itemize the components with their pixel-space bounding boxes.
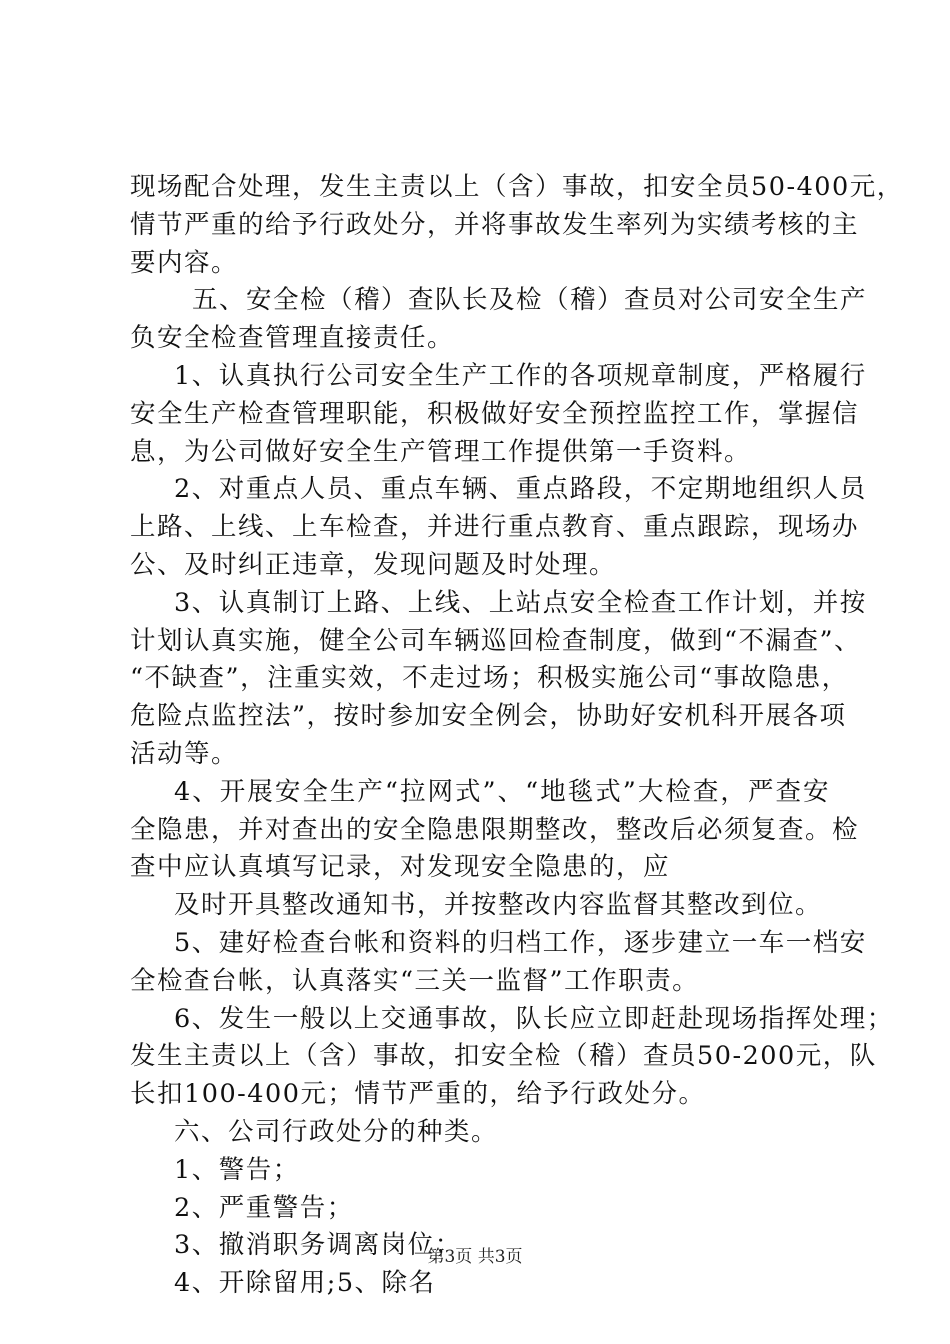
list-item-line: 2、对重点人员、重点车辆、重点路段，不定期地组织人员 [174,474,867,505]
list-item-line: 4、开展安全生产“拉网式”、“地毯式”大检查，严查安 [174,776,830,807]
page-number-footer: 第3页 共3页 [427,1247,523,1267]
list-item-line: 6、发生一般以上交通事故，队长应立即赶赴现场指挥处理； [174,1003,894,1034]
text-line: 发生主责以上（含）事故，扣安全检（稽）查员50-200元，队 [130,1041,877,1072]
text-line: 息，为公司做好安全生产管理工作提供第一手资料。 [130,436,752,467]
text-line: 长扣100-400元；情节严重的，给予行政处分。 [130,1079,706,1110]
text-line: 全隐患，并对查出的安全隐患限期整改，整改后必须复查。检 [130,814,860,845]
text-line: 安全生产检查管理职能，积极做好安全预控监控工作，掌握信 [130,398,860,429]
text-line: 及时开具整改通知书，并按整改内容监督其整改到位。 [174,890,823,921]
list-item-line: 5、建好检查台帐和资料的归档工作，逐步建立一车一档安 [174,927,867,958]
text-line: 全检查台帐，认真落实“三关一监督”工作职责。 [130,965,700,996]
text-line: 危险点监控法”，按时参加安全例会，协助好安机科开展各项 [130,701,847,732]
text-line: 现场配合处理，发生主责以上（含）事故，扣安全员50-400元， [130,172,904,202]
text-line: 公、及时纠正违章，发现问题及时处理。 [130,549,617,580]
list-item-line: 1、警告； [174,1154,300,1185]
list-item-line: 3、认真制订上路、上线、上站点安全检查工作计划，并按 [174,587,867,618]
text-line: 负安全检查管理直接责任。 [130,323,455,354]
list-item-line: 1、认真执行公司安全生产工作的各项规章制度，严格履行 [174,360,867,391]
text-line: “不缺查”，注重实效，不走过场；积极实施公司“事故隐患， [130,663,849,694]
section-heading-line: 六、公司行政处分的种类。 [174,1116,499,1147]
text-line: 计划认真实施，健全公司车辆巡回检查制度，做到“不漏查”、 [130,625,862,656]
text-line: 查中应认真填写记录，对发现安全隐患的，应 [130,852,671,883]
text-line: 上路、上线、上车检查，并进行重点教育、重点跟踪，现场办 [130,512,860,543]
document-body [130,169,904,1303]
list-item-line: 3、撤消职务调离岗位； [174,1230,462,1261]
text-line: 要内容。 [130,247,239,278]
section-heading-line: 五、安全检（稽）查队长及检（稽）查员对公司安全生产 [192,285,868,316]
list-item-line: 2、严重警告； [174,1192,354,1223]
list-item-line: 4、开除留用;5、除名 [174,1268,436,1299]
text-line: 情节严重的给予行政处分，并将事故发生率列为实绩考核的主 [130,209,860,240]
text-line: 活动等。 [130,738,239,769]
